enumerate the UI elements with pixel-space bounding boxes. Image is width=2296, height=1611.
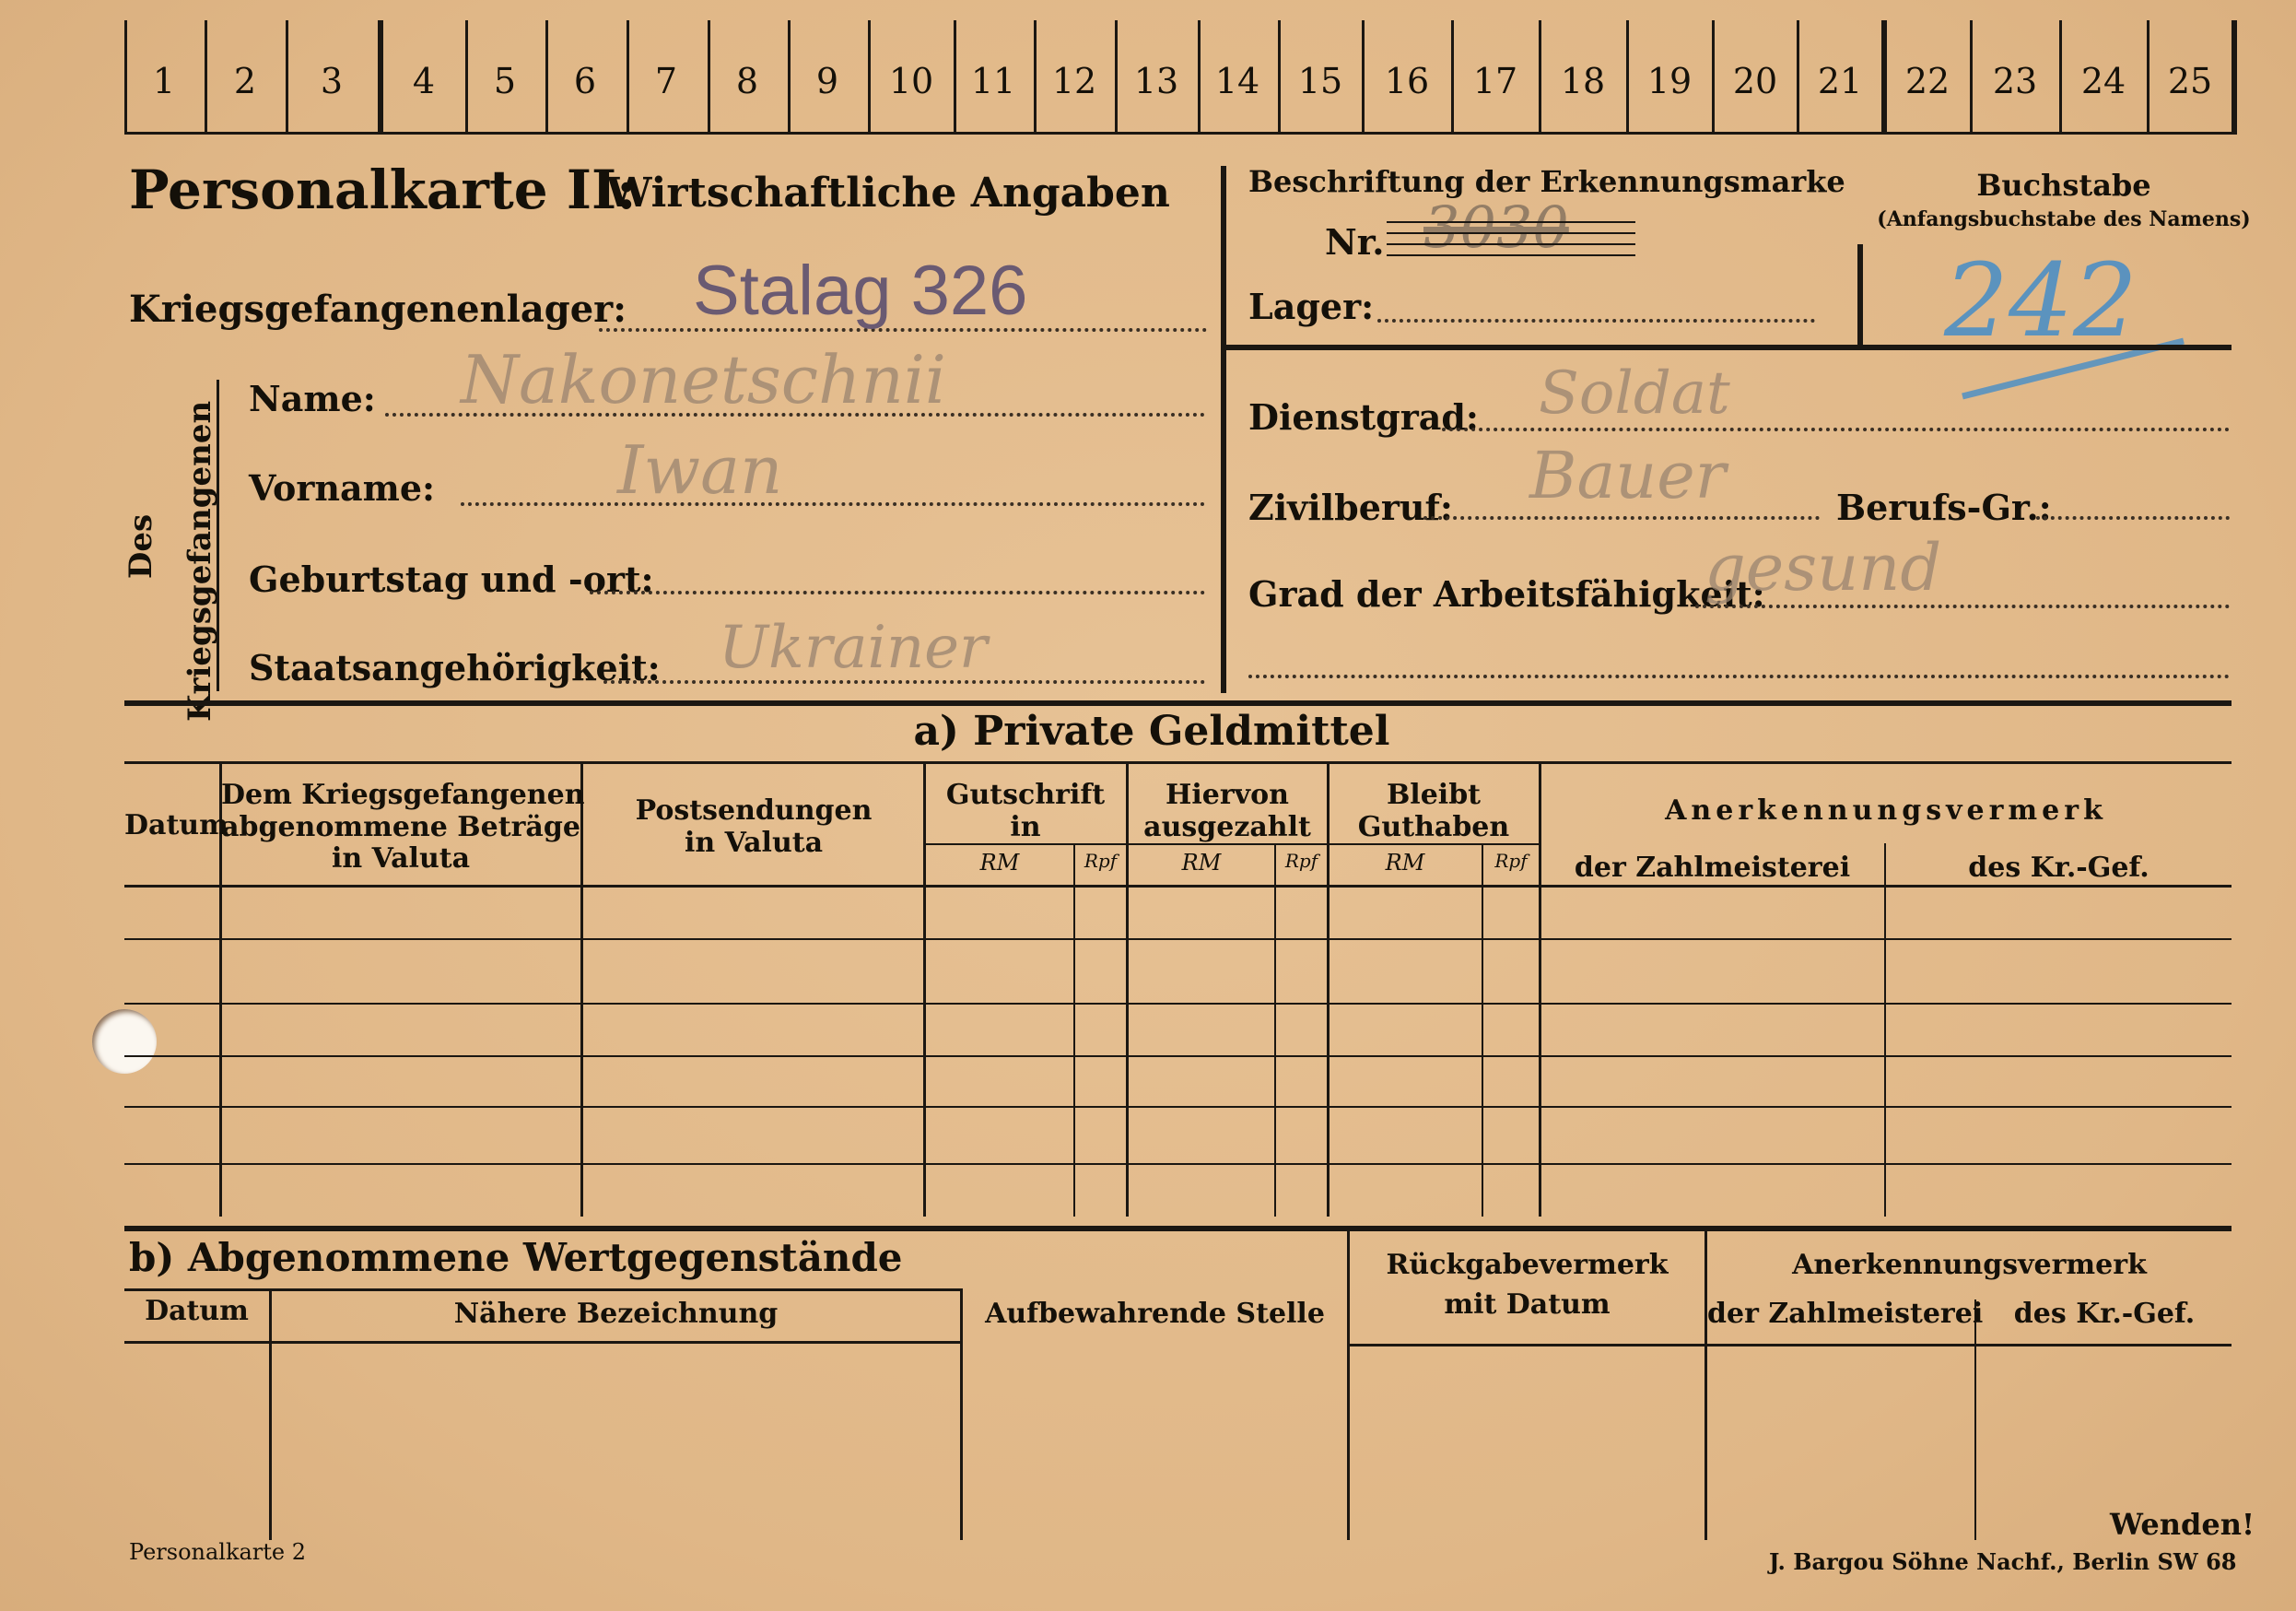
camp-stamp: Stalag 326: [693, 252, 1028, 330]
fitness-label: Grad der Arbeitsfähigkeit:: [1248, 573, 1765, 615]
letter-value: 242: [1944, 241, 2138, 359]
name-label: Name:: [249, 378, 376, 419]
strip-number: 24: [2080, 61, 2126, 101]
table-a-row-line: [124, 1106, 2232, 1108]
col-abgenommen-3: in Valuta: [331, 842, 471, 875]
tag-nr-value: 3030: [1423, 194, 1569, 261]
section-b-title: b) Abgenommene Wertgegenstände: [129, 1235, 903, 1280]
col-gutschrift-2: in: [1010, 811, 1041, 843]
col-datum-a: Datum: [124, 809, 228, 841]
col-post-2: in Valuta: [684, 827, 824, 859]
col-bleibt-2: Guthaben: [1357, 811, 1510, 843]
civil-label: Zivilberuf:: [1248, 487, 1453, 528]
unit-rpf: Rpf: [1284, 850, 1318, 872]
col-stelle: Aufbewahrende Stelle: [985, 1298, 1325, 1330]
unit-rpf: Rpf: [1494, 850, 1528, 872]
col-rueckgabe-1: Rückgabevermerk: [1386, 1249, 1669, 1281]
fitness-value: gesund: [1704, 530, 1942, 606]
table-a-row-line: [124, 1055, 2232, 1057]
strip-number: 6: [573, 61, 597, 101]
table-a-row-line: [124, 1163, 2232, 1165]
unit-rm: RM: [979, 850, 1020, 876]
unit-rm: RM: [1181, 850, 1222, 876]
letter-sub: (Anfangsbuchstabe des Namens): [1877, 207, 2251, 231]
strip-number: 23: [1992, 61, 2038, 101]
strip-number: 17: [1472, 61, 1518, 101]
col-datum-b: Datum: [145, 1295, 249, 1327]
printer-imprint: J. Bargou Söhne Nachf., Berlin SW 68: [1769, 1548, 2237, 1575]
card-title: Personalkarte II:: [129, 159, 637, 221]
form-name: Personalkarte 2: [129, 1539, 307, 1565]
letter-heading: Buchstabe: [1976, 168, 2151, 203]
strip-number: 13: [1133, 61, 1179, 101]
col-zahlmeisterei-a: der Zahlmeisterei: [1574, 852, 1851, 884]
col-abgenommen-1: Dem Kriegsgefangenen: [221, 779, 585, 811]
strip-number: 9: [815, 61, 839, 101]
side-label-kriegsgefangenen: Kriegsgefangenen: [182, 400, 218, 722]
birth-label: Geburtstag und -ort:: [249, 559, 654, 600]
turn-note: Wenden!: [2110, 1507, 2255, 1542]
name-value: Nakonetschnii: [461, 341, 946, 418]
rank-label: Dienstgrad:: [1248, 396, 1479, 438]
card-subtitle: Wirtschaftliche Angaben: [606, 170, 1170, 217]
col-anerkennung-b: Anerkennungsvermerk: [1792, 1249, 2147, 1281]
strip-number: 20: [1732, 61, 1778, 101]
col-krgef-b: des Kr.-Gef.: [2013, 1298, 2196, 1330]
tag-heading: Beschriftung der Erkennungsmarke: [1248, 164, 1845, 199]
table-a-row-line: [124, 1003, 2232, 1005]
firstname-label: Vorname:: [249, 467, 436, 509]
unit-rm: RM: [1385, 850, 1425, 876]
strip-number: 2: [233, 61, 257, 101]
strip-number: 1: [152, 61, 176, 101]
section-a-title: a) Private Geldmittel: [913, 708, 1390, 755]
col-hiervon-1: Hiervon: [1166, 779, 1289, 811]
rank-value: Soldat: [1539, 359, 1730, 428]
tag-nr-label: Nr.: [1325, 221, 1385, 263]
strip-number: 14: [1214, 61, 1260, 101]
strip-number: 18: [1560, 61, 1606, 101]
blue-pencil-stroke: [1953, 332, 2193, 406]
strip-number: 10: [888, 61, 934, 101]
table-a-row-line: [124, 938, 2232, 940]
col-bleibt-1: Bleibt: [1386, 779, 1482, 811]
col-gutschrift-1: Gutschrift: [945, 779, 1106, 811]
firstname-value: Iwan: [617, 431, 783, 509]
strip-number: 21: [1817, 61, 1863, 101]
strip-number: 4: [412, 61, 436, 101]
col-zahlmeisterei-b: der Zahlmeisterei: [1707, 1298, 1984, 1330]
strip-number: 16: [1384, 61, 1430, 101]
punch-hole: [92, 1009, 157, 1074]
col-post-1: Postsendungen: [635, 794, 873, 827]
strip-number: 12: [1051, 61, 1097, 101]
strip-number: 22: [1904, 61, 1950, 101]
strip-number: 5: [493, 61, 517, 101]
unit-rpf: Rpf: [1084, 850, 1118, 872]
tag-lager-label: Lager:: [1248, 286, 1375, 327]
civil-value: Bauer: [1529, 438, 1727, 513]
side-label-des: Des: [123, 513, 159, 580]
strip-number: 25: [2167, 61, 2213, 101]
group-label: Berufs-Gr.:: [1836, 487, 2052, 528]
col-hiervon-2: ausgezahlt: [1143, 811, 1311, 843]
strip-number: 19: [1646, 61, 1693, 101]
col-rueckgabe-2: mit Datum: [1444, 1288, 1611, 1321]
col-bezeichnung: Nähere Bezeichnung: [453, 1298, 779, 1330]
strip-number: 15: [1297, 61, 1343, 101]
col-krgef-a: des Kr.-Gef.: [1968, 852, 2150, 884]
nationality-value: Ukrainer: [719, 614, 988, 682]
strip-number: 3: [320, 61, 344, 101]
col-abgenommen-2: abgenommene Beträge: [221, 811, 580, 843]
camp-label: Kriegsgefangenenlager:: [129, 288, 627, 331]
strip-number: 7: [654, 61, 678, 101]
strip-number: 8: [735, 61, 759, 101]
strip-number: 11: [970, 61, 1016, 101]
nationality-label: Staatsangehörigkeit:: [249, 647, 661, 688]
col-anerkennung-a: Anerkennungsvermerk: [1665, 794, 2107, 827]
